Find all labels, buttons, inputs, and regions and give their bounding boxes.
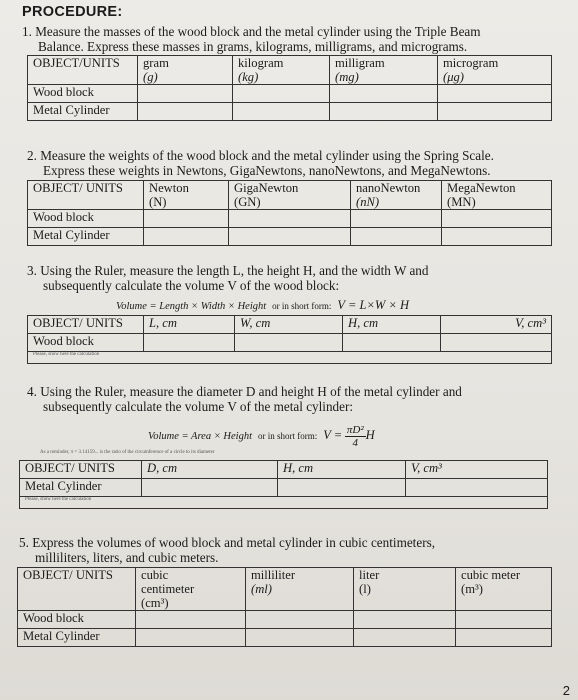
table-row xyxy=(28,228,552,246)
step4-line1: 4. Using the Ruler, measure the diameter D and height H of the metal cylinder and xyxy=(27,384,462,399)
step1-line1: 1. Measure the masses of the wood block and the metal cylinder using the Triple Beam xyxy=(22,24,481,39)
weight-header-giganewton: GigaNewton (GN) xyxy=(229,181,351,210)
empty-cell[interactable] xyxy=(406,479,548,497)
wood-header-width: W, cm xyxy=(235,316,343,334)
empty-cell[interactable] xyxy=(144,334,235,352)
table-row xyxy=(28,334,552,352)
empty-cell[interactable] xyxy=(351,228,442,246)
row-label-metal-cylinder: Metal Cylinder xyxy=(28,103,138,121)
wood-volume-formula: Volume = Length × Width × Height or in short form: V = L×W × H xyxy=(116,298,410,312)
row-label-metal-cylinder: Metal Cylinder xyxy=(18,629,136,647)
cylinder-header-height: H, cm xyxy=(278,461,406,479)
empty-cell[interactable] xyxy=(142,479,278,497)
empty-cell[interactable] xyxy=(233,85,330,103)
empty-cell[interactable] xyxy=(456,629,552,647)
pi-reminder: As a reminder, π = 3.14159... is the ratio of the circumference of a circle to its diameter xyxy=(40,450,215,455)
mass-header-gram: gram (g) xyxy=(138,56,233,85)
mass-header-milligram: milligram (mg) xyxy=(330,56,438,85)
table-row xyxy=(20,479,548,497)
calculation-area[interactable] xyxy=(20,497,548,509)
empty-cell[interactable] xyxy=(246,629,354,647)
step1-line2: Balance. Express these masses in grams, kilograms, milligrams, and micrograms. xyxy=(38,39,468,55)
row-label-wood-block: Wood block xyxy=(18,611,136,629)
page-number: 2 xyxy=(562,683,570,698)
wood-header-object: OBJECT/ UNITS xyxy=(28,316,144,334)
table-row xyxy=(28,103,552,121)
empty-cell[interactable] xyxy=(343,334,441,352)
volume-header-cubic-centimeter: cubic centimeter (cm³) xyxy=(136,568,246,611)
formula-fraction: $\frac{\text{πD²}}{4}$ xyxy=(346,424,364,449)
volume-header-milliliter: milliliter (ml) xyxy=(246,568,354,611)
volume-header-liter: liter (l) xyxy=(354,568,456,611)
mass-table-header xyxy=(28,56,552,85)
wood-header-height: H, cm xyxy=(343,316,441,334)
step3-line1: 3. Using the Ruler, measure the length L, the height H, and the width W and xyxy=(27,263,429,278)
table-row xyxy=(28,210,552,228)
mass-header-object: OBJECT/UNITS xyxy=(28,56,138,85)
empty-cell[interactable] xyxy=(138,85,233,103)
empty-cell[interactable] xyxy=(438,103,552,121)
volume-table-header xyxy=(18,568,552,611)
table-row xyxy=(28,85,552,103)
weight-header-nanonewton: nanoNewton (nN) xyxy=(351,181,442,210)
step2-instructions xyxy=(27,148,494,178)
step2-line1: 2. Measure the weights of the wood block and the metal cylinder using the Spring Scale. xyxy=(27,148,494,163)
empty-cell[interactable] xyxy=(278,479,406,497)
table-row xyxy=(18,611,552,629)
step4-line2: subsequently calculate the volume V of the metal cylinder: xyxy=(43,399,354,415)
volume-header-object: OBJECT/ UNITS xyxy=(18,568,136,611)
mass-header-microgram: microgram (μg) xyxy=(438,56,552,85)
empty-cell[interactable] xyxy=(330,103,438,121)
step1-instructions xyxy=(22,24,481,54)
empty-cell[interactable] xyxy=(442,228,552,246)
empty-cell[interactable] xyxy=(438,85,552,103)
empty-cell[interactable] xyxy=(351,210,442,228)
empty-cell[interactable] xyxy=(136,611,246,629)
mass-header-kilogram: kilogram (kg) xyxy=(233,56,330,85)
empty-cell[interactable] xyxy=(144,228,229,246)
step4-instructions xyxy=(27,384,462,414)
cylinder-volume-formula: Volume = Area × Height or in short form: V = $\frac{\text{πD²}}{4}H$ xyxy=(148,424,375,449)
calculation-note: Please, show here the calculation xyxy=(33,352,100,357)
empty-cell[interactable] xyxy=(246,611,354,629)
row-label-wood-block: Wood block xyxy=(28,334,144,352)
step2-line2: Express these weights in Newtons, GigaNewtons, nanoNewtons, and MegaNewtons. xyxy=(43,163,491,179)
empty-cell[interactable] xyxy=(442,210,552,228)
weight-header-object: OBJECT/ UNITS xyxy=(28,181,144,210)
calculation-note: Please, show here the calculation xyxy=(25,497,92,502)
step5-instructions xyxy=(19,535,435,565)
step5-line2: milliliters, liters, and cubic meters. xyxy=(35,550,219,566)
step3-instructions xyxy=(27,263,428,293)
empty-cell[interactable] xyxy=(354,611,456,629)
cylinder-dimensions-table xyxy=(19,460,548,509)
wood-header-volume: V, cm³ xyxy=(441,316,552,334)
weight-table xyxy=(27,180,552,246)
weight-header-meganewton: MegaNewton (MN) xyxy=(442,181,552,210)
cylinder-header-object: OBJECT/ UNITS xyxy=(20,461,142,479)
empty-cell[interactable] xyxy=(144,210,229,228)
calculation-area[interactable] xyxy=(28,352,552,364)
wood-header-length: L, cm xyxy=(144,316,235,334)
weight-header-newton: Newton (N) xyxy=(144,181,229,210)
step5-line1: 5. Express the volumes of wood block and metal cylinder in cubic centimeters, xyxy=(19,535,436,550)
empty-cell[interactable] xyxy=(235,334,343,352)
weight-table-header xyxy=(28,181,552,210)
empty-cell[interactable] xyxy=(229,210,351,228)
empty-cell[interactable] xyxy=(456,611,552,629)
empty-cell[interactable] xyxy=(330,85,438,103)
row-label-metal-cylinder: Metal Cylinder xyxy=(20,479,142,497)
empty-cell[interactable] xyxy=(441,334,552,352)
row-label-wood-block: Wood block xyxy=(28,210,144,228)
empty-cell[interactable] xyxy=(136,629,246,647)
cylinder-header-diameter: D, cm xyxy=(142,461,278,479)
step3-line2: subsequently calculate the volume V of the wood block: xyxy=(43,278,340,294)
empty-cell[interactable] xyxy=(233,103,330,121)
row-label-metal-cylinder: Metal Cylinder xyxy=(28,228,144,246)
wood-dimensions-table xyxy=(27,315,552,364)
calculation-row xyxy=(20,497,548,509)
cylinder-dimensions-header xyxy=(20,461,548,479)
table-row xyxy=(18,629,552,647)
volume-header-cubic-meter: cubic meter (m³) xyxy=(456,568,552,611)
procedure-heading: PROCEDURE: xyxy=(22,4,123,20)
volume-conversion-table xyxy=(17,567,552,647)
row-label-wood-block: Wood block xyxy=(28,85,138,103)
empty-cell[interactable] xyxy=(229,228,351,246)
wood-dimensions-header xyxy=(28,316,552,334)
calculation-row xyxy=(28,352,552,364)
empty-cell[interactable] xyxy=(138,103,233,121)
cylinder-header-volume: V, cm³ xyxy=(406,461,548,479)
mass-table xyxy=(27,55,552,121)
empty-cell[interactable] xyxy=(354,629,456,647)
